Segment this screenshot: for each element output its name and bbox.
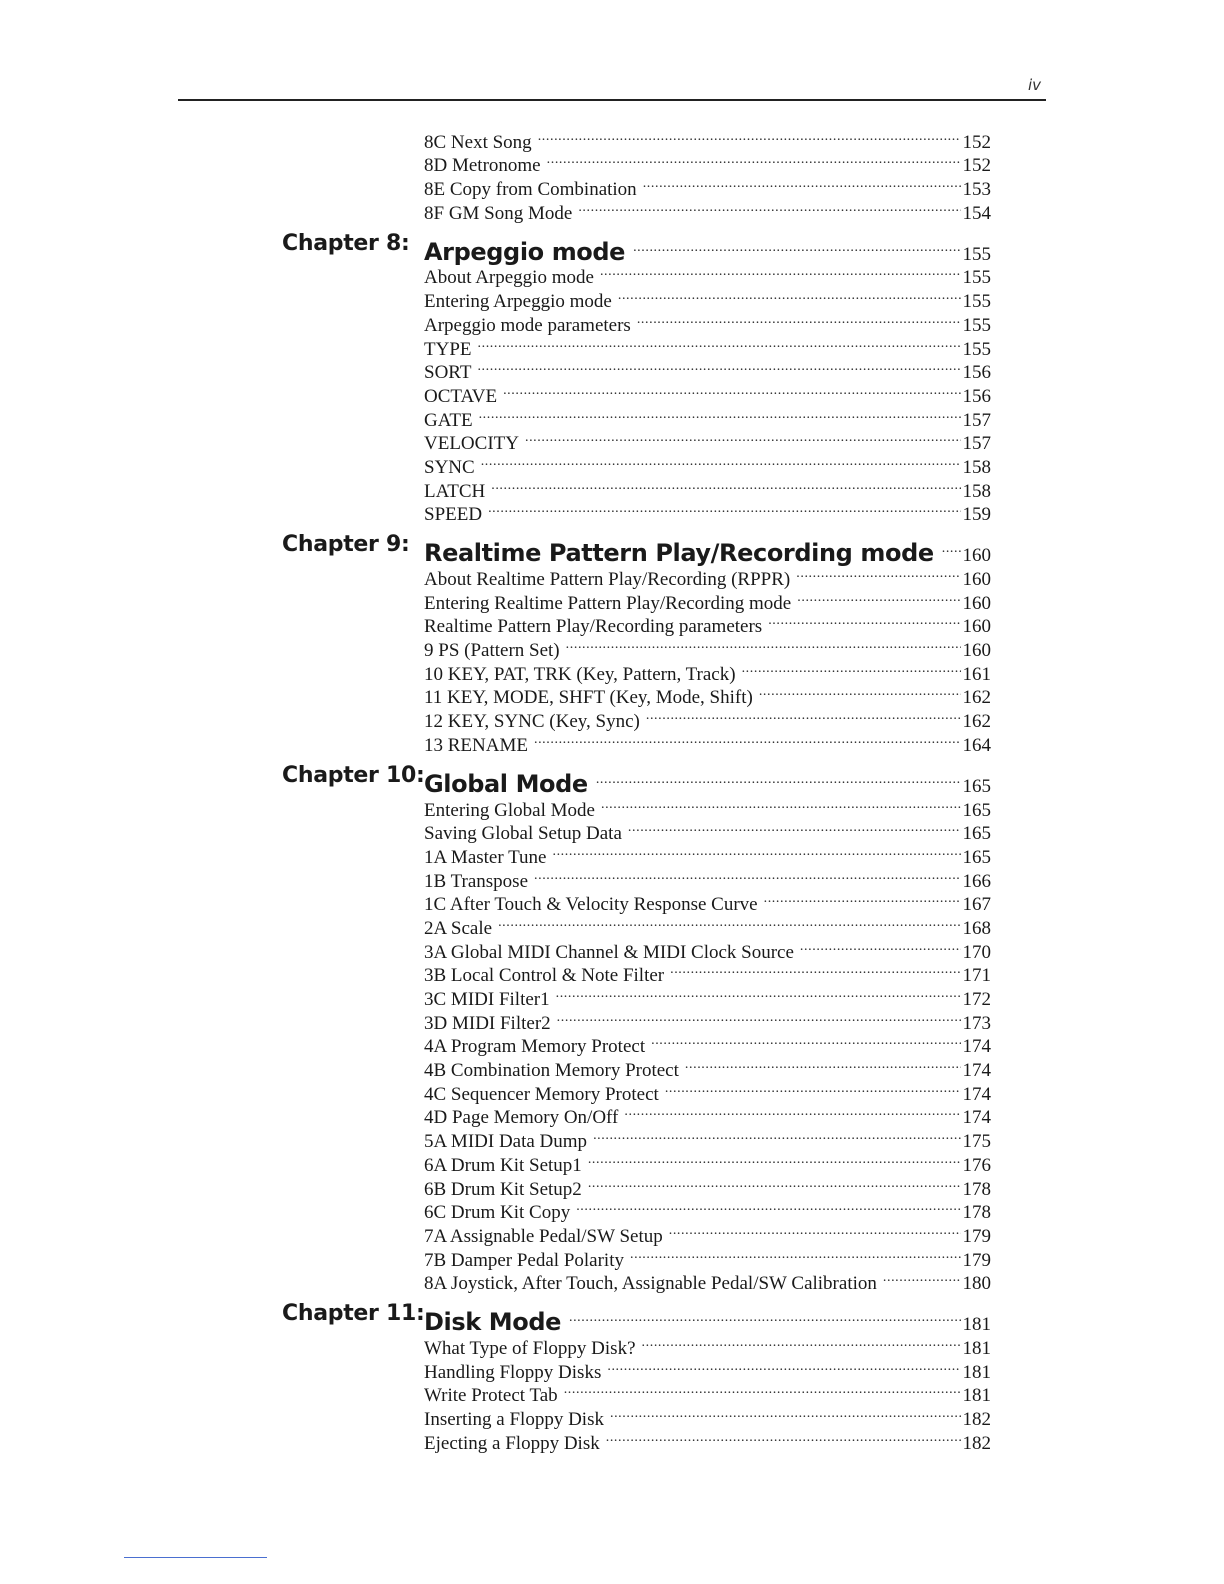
chapter-title: Global Mode xyxy=(424,769,588,798)
toc-entry-title: Entering Realtime Pattern Play/Recording mode xyxy=(424,592,792,614)
toc-entry-title: 1B Transpose xyxy=(424,870,528,892)
toc-entry-page: 166 xyxy=(962,870,991,892)
toc-entry-page: 174 xyxy=(962,1083,991,1105)
toc-entry-page: 157 xyxy=(962,433,991,455)
toc-entry-title: 8A Joystick, After Touch, Assignable Pedal/SW Calibration xyxy=(424,1273,877,1295)
dot-leader xyxy=(883,1266,961,1290)
dot-leader xyxy=(552,839,960,863)
toc-entry[interactable] xyxy=(424,1330,991,1359)
toc-entry[interactable] xyxy=(424,1005,991,1034)
chapter-label: Chapter 8: xyxy=(282,230,410,256)
chapter-title: Arpeggio mode xyxy=(424,237,626,266)
toc-entry-page: 155 xyxy=(962,314,991,336)
toc-entry-page: 153 xyxy=(962,179,991,201)
dot-leader xyxy=(538,124,961,148)
toc-entry-page: 160 xyxy=(962,640,991,662)
toc-entry-title: 3A Global MIDI Channel & MIDI Clock Source xyxy=(424,941,794,963)
dot-leader xyxy=(665,1076,961,1100)
toc-entry[interactable] xyxy=(424,934,991,963)
toc-entry-page: 165 xyxy=(962,846,991,868)
toc-entry-page: 155 xyxy=(962,291,991,313)
toc-entry[interactable] xyxy=(424,355,991,384)
toc-entry-page: 170 xyxy=(962,941,991,963)
toc-entry-title: 13 RENAME xyxy=(424,734,528,756)
chapter-heading[interactable] xyxy=(0,528,1224,568)
dot-leader xyxy=(588,1147,961,1171)
toc-entry-title: Handling Floppy Disks xyxy=(424,1361,602,1383)
dot-leader xyxy=(478,331,961,355)
toc-entry[interactable] xyxy=(424,497,991,526)
toc-entry-page: 179 xyxy=(962,1225,991,1247)
toc-entry-title: 8C Next Song xyxy=(424,131,532,153)
toc-entry-page: 179 xyxy=(962,1249,991,1271)
toc-entry-title: 8D Metronome xyxy=(424,155,541,177)
dot-leader xyxy=(796,561,960,585)
dot-leader xyxy=(503,378,960,402)
toc-entry-title: 7A Assignable Pedal/SW Setup xyxy=(424,1225,663,1247)
dot-leader xyxy=(637,307,961,331)
dot-leader xyxy=(576,1195,960,1219)
toc-entry-title: About Arpeggio mode xyxy=(424,267,594,289)
toc-entry-title: 6C Drum Kit Copy xyxy=(424,1202,571,1224)
dot-leader xyxy=(646,703,961,727)
toc-entry-page: 160 xyxy=(962,592,991,614)
toc-entry-page: 165 xyxy=(962,823,991,845)
toc-entry[interactable] xyxy=(424,585,991,614)
toc-entry-page: 172 xyxy=(962,989,991,1010)
dot-leader xyxy=(564,1378,961,1402)
toc-entry-page: 160 xyxy=(962,616,991,638)
dot-leader xyxy=(593,1123,960,1147)
dot-leader xyxy=(596,759,961,792)
toc-entry[interactable] xyxy=(424,426,991,455)
dot-leader xyxy=(557,1005,961,1029)
toc-entry-title: Write Protect Tab xyxy=(424,1385,558,1407)
toc-entry-page: 156 xyxy=(962,362,991,384)
toc-entry[interactable] xyxy=(424,1100,991,1129)
chapter-page: 181 xyxy=(962,1314,991,1336)
toc-entry-page: 178 xyxy=(962,1178,991,1200)
toc-entry-page: 152 xyxy=(962,155,991,177)
toc-entry[interactable] xyxy=(424,378,991,407)
toc-entry-page: 182 xyxy=(962,1432,991,1454)
dot-leader xyxy=(491,473,960,497)
chapter-page: 165 xyxy=(962,775,991,797)
toc-entry[interactable] xyxy=(424,402,991,431)
toc-entry[interactable] xyxy=(424,981,991,1010)
toc-entry[interactable] xyxy=(424,561,991,590)
dot-leader xyxy=(942,528,961,561)
toc-entry-title: 6A Drum Kit Setup1 xyxy=(424,1154,582,1176)
dot-leader xyxy=(797,585,960,609)
toc-entry-page: 174 xyxy=(962,1060,991,1082)
chapter-heading[interactable] xyxy=(0,227,1224,266)
toc-entry[interactable] xyxy=(424,863,991,892)
toc-entry-page: 158 xyxy=(962,456,991,478)
toc-entry-page: 155 xyxy=(962,338,991,360)
toc-entry-title: 2A Scale xyxy=(424,917,493,939)
toc-entry-page: 157 xyxy=(962,409,991,431)
toc-entry-page: 162 xyxy=(962,711,991,733)
toc-entry[interactable] xyxy=(424,680,991,709)
toc-entry[interactable] xyxy=(424,1401,991,1430)
dot-leader xyxy=(601,792,961,816)
toc-entry-page: 156 xyxy=(962,385,991,407)
toc-entry-page: 160 xyxy=(962,569,991,590)
toc-entry[interactable] xyxy=(424,331,991,360)
toc-entry-title: VELOCITY xyxy=(424,433,519,455)
toc-entry-page: 168 xyxy=(962,917,991,939)
chapter-label: Chapter 9: xyxy=(282,532,410,558)
toc-entry[interactable] xyxy=(424,124,991,153)
toc-entry-title: What Type of Floppy Disk? xyxy=(424,1337,636,1359)
toc-entry[interactable] xyxy=(424,195,991,224)
toc-entry-title: 1A Master Tune xyxy=(424,846,547,868)
dot-leader xyxy=(610,1401,961,1425)
header-rule xyxy=(178,99,1046,101)
toc-entry-page: 174 xyxy=(962,1107,991,1129)
dot-leader xyxy=(764,887,961,911)
toc-entry[interactable] xyxy=(424,1195,991,1224)
toc-entry-title: SYNC xyxy=(424,456,475,478)
dot-leader xyxy=(481,449,961,473)
toc-entry[interactable] xyxy=(424,632,991,662)
toc-entry-page: 167 xyxy=(962,894,991,916)
dot-leader xyxy=(488,497,960,521)
page-number: iv xyxy=(1028,76,1042,94)
dot-leader xyxy=(534,863,961,887)
toc-entry[interactable] xyxy=(424,283,991,313)
toc-entry[interactable] xyxy=(424,1052,991,1082)
toc-entry[interactable] xyxy=(424,703,991,733)
chapter-label: Chapter 10: xyxy=(282,762,425,788)
toc-entry-page: 178 xyxy=(962,1202,991,1224)
toc-entry[interactable] xyxy=(424,171,991,201)
toc-entry-page: 173 xyxy=(962,1012,991,1034)
toc-entry[interactable] xyxy=(424,1218,991,1247)
toc-entry-page: 175 xyxy=(962,1131,991,1153)
toc-entry-page: 164 xyxy=(962,734,991,756)
toc-entry-title: 3C MIDI Filter1 xyxy=(424,989,550,1010)
toc-entry[interactable] xyxy=(424,1242,991,1271)
toc-entry-title: 10 KEY, PAT, TRK (Key, Pattern, Track) xyxy=(424,663,736,685)
toc-entry-page: 182 xyxy=(962,1409,991,1430)
toc-entry[interactable] xyxy=(424,1425,991,1454)
toc-entry-page: 180 xyxy=(962,1273,991,1295)
dot-leader xyxy=(633,227,960,260)
dot-leader xyxy=(618,283,961,307)
toc-entry-title: 4D Page Memory On/Off xyxy=(424,1107,619,1129)
toc-entry-title: 4A Program Memory Protect xyxy=(424,1036,646,1058)
chapter-page: 155 xyxy=(962,243,991,265)
toc-entry[interactable] xyxy=(424,148,991,177)
toc-entry-title: Entering Global Mode xyxy=(424,799,595,821)
dot-leader xyxy=(479,402,961,426)
toc-entry[interactable] xyxy=(424,792,991,821)
dot-leader xyxy=(477,355,960,379)
chapter-label: Chapter 11: xyxy=(282,1301,425,1327)
toc-entry[interactable] xyxy=(424,887,991,916)
toc-entry-page: 181 xyxy=(962,1361,991,1383)
chapter-title: Realtime Pattern Play/Recording mode xyxy=(424,539,934,568)
dot-leader xyxy=(569,1297,961,1330)
dot-leader xyxy=(578,195,960,219)
toc-entry[interactable] xyxy=(424,1354,991,1383)
toc-entry-title: Entering Arpeggio mode xyxy=(424,291,612,313)
chapter-title: Disk Mode xyxy=(424,1308,561,1337)
dot-leader xyxy=(685,1052,961,1076)
dot-leader xyxy=(624,1100,960,1124)
toc-entry[interactable] xyxy=(424,1147,991,1176)
dot-leader xyxy=(642,1330,961,1354)
toc-entry[interactable] xyxy=(424,260,991,289)
dot-leader xyxy=(588,1171,961,1195)
dot-leader xyxy=(742,656,961,680)
toc-entry-page: 159 xyxy=(962,504,991,526)
toc-entry-page: 155 xyxy=(962,267,991,289)
toc-entry-title: About Realtime Pattern Play/Recording (RPPR) xyxy=(424,569,791,590)
toc-entry-title: 6B Drum Kit Setup2 xyxy=(424,1178,582,1200)
toc-entry-page: 152 xyxy=(962,131,991,153)
toc-entry[interactable] xyxy=(424,307,991,336)
toc-entry-page: 171 xyxy=(962,965,991,987)
toc-entry[interactable] xyxy=(424,473,991,502)
dot-leader xyxy=(566,632,961,656)
toc-entry-title: 5A MIDI Data Dump xyxy=(424,1131,588,1153)
dot-leader xyxy=(800,934,961,958)
toc-entry-title: 4C Sequencer Memory Protect xyxy=(424,1083,659,1105)
dot-leader xyxy=(525,426,961,450)
toc-entry[interactable] xyxy=(424,1378,991,1407)
toc-entry[interactable] xyxy=(424,816,991,845)
toc-entry-title: 8F GM Song Mode xyxy=(424,202,573,224)
toc-entry-title: 4B Combination Memory Protect xyxy=(424,1060,679,1082)
dot-leader xyxy=(651,1029,960,1053)
toc-entry[interactable] xyxy=(424,1076,991,1105)
toc-entry-title: TYPE xyxy=(424,338,472,360)
toc-entry[interactable] xyxy=(424,609,991,638)
toc-entry-page: 165 xyxy=(962,799,991,821)
toc-entry[interactable] xyxy=(424,1266,991,1295)
toc-entry-title: Realtime Pattern Play/Recording parameters xyxy=(424,616,763,638)
toc-entry-page: 162 xyxy=(962,687,991,709)
dot-leader xyxy=(607,1354,960,1378)
toc-entry-title: Arpeggio mode parameters xyxy=(424,314,631,336)
dot-leader xyxy=(670,958,960,982)
toc-entry[interactable] xyxy=(424,958,991,987)
toc-entry[interactable] xyxy=(424,1029,991,1058)
toc-entry-page: 174 xyxy=(962,1036,991,1058)
dot-leader xyxy=(630,1242,961,1266)
table-of-contents xyxy=(0,124,1224,1454)
chapter-heading[interactable] xyxy=(0,759,1224,798)
toc-entry-title: 3D MIDI Filter2 xyxy=(424,1012,551,1034)
dot-leader xyxy=(768,609,960,633)
dot-leader xyxy=(556,981,961,1005)
toc-entry-title: Inserting a Floppy Disk xyxy=(424,1409,604,1430)
toc-entry-title: OCTAVE xyxy=(424,385,498,407)
dot-leader xyxy=(498,910,960,934)
toc-entry-title: GATE xyxy=(424,409,473,431)
toc-entry-page: 181 xyxy=(962,1385,991,1407)
toc-entry-page: 176 xyxy=(962,1154,991,1176)
toc-entry-title: 7B Damper Pedal Polarity xyxy=(424,1249,624,1271)
toc-entry[interactable] xyxy=(424,1171,991,1200)
dot-leader xyxy=(669,1218,961,1242)
toc-entry-title: 11 KEY, MODE, SHFT (Key, Mode, Shift) xyxy=(424,687,753,709)
dot-leader xyxy=(628,816,961,840)
toc-entry-title: 1C After Touch & Velocity Response Curve xyxy=(424,894,758,916)
toc-entry-title: 12 KEY, SYNC (Key, Sync) xyxy=(424,711,640,733)
dot-leader xyxy=(547,148,961,172)
toc-entry[interactable] xyxy=(424,839,991,868)
toc-entry[interactable] xyxy=(424,656,991,685)
chapter-page: 160 xyxy=(962,545,991,567)
toc-entry-title: SORT xyxy=(424,362,472,384)
toc-entry-title: Saving Global Setup Data xyxy=(424,823,622,845)
toc-entry-title: 3B Local Control & Note Filter xyxy=(424,965,665,987)
toc-entry-page: 154 xyxy=(962,202,991,224)
toc-entry-page: 158 xyxy=(962,480,991,502)
toc-entry[interactable] xyxy=(424,727,991,756)
dot-leader xyxy=(534,727,961,751)
toc-entry-page: 161 xyxy=(962,663,991,685)
toc-entry[interactable] xyxy=(424,449,991,478)
toc-entry[interactable] xyxy=(424,910,991,939)
footer-rule xyxy=(124,1557,267,1558)
dot-leader xyxy=(606,1425,961,1449)
dot-leader xyxy=(600,260,961,284)
toc-entry-title: 9 PS (Pattern Set) xyxy=(424,640,560,662)
toc-entry-title: LATCH xyxy=(424,480,486,502)
toc-entry-title: Ejecting a Floppy Disk xyxy=(424,1432,600,1454)
toc-entry-page: 181 xyxy=(962,1337,991,1359)
chapter-heading[interactable] xyxy=(0,1297,1224,1337)
toc-entry-title: SPEED xyxy=(424,504,483,526)
dot-leader xyxy=(759,680,961,704)
toc-entry[interactable] xyxy=(424,1123,991,1153)
toc-entry-title: 8E Copy from Combination xyxy=(424,179,637,201)
dot-leader xyxy=(643,171,961,195)
